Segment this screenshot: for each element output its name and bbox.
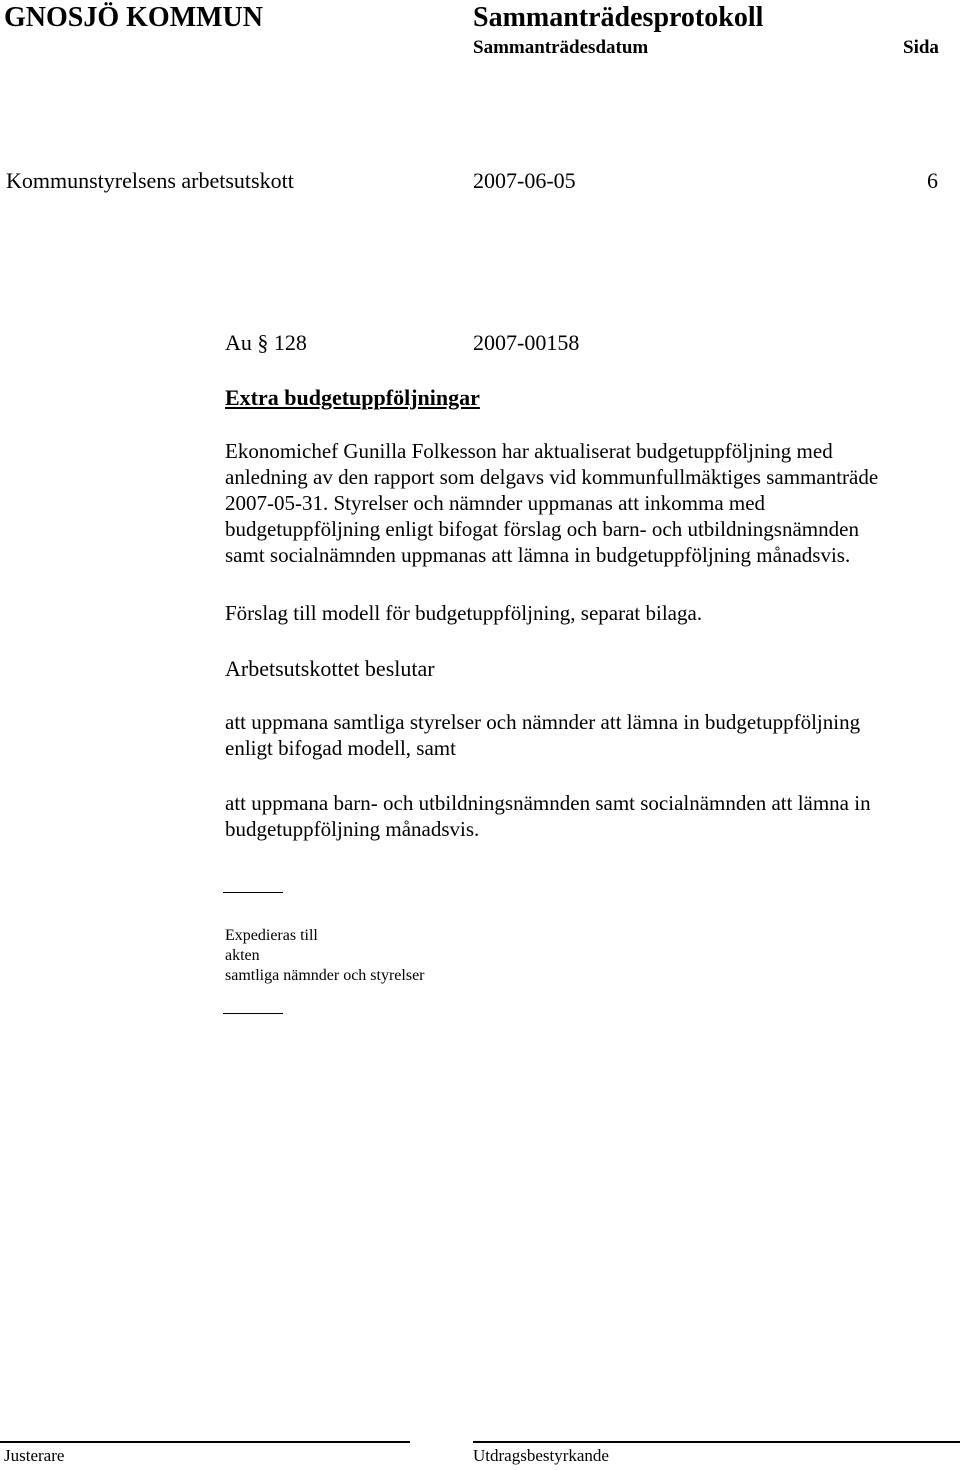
distribution-label: Expedieras till [225, 927, 318, 944]
text-line: Ekonomichef Gunilla Folkesson har aktualiserat budgetuppföljning med [225, 439, 833, 463]
meeting-body: Kommunstyrelsens arbetsutskott [6, 168, 294, 193]
item-title: Extra budgetuppföljningar [225, 385, 480, 410]
text-line: att uppmana barn- och utbildningsnämnden samt socialnämnden att lämna in [225, 791, 871, 815]
text-line: budgetuppföljning enligt bifogat förslag och barn- och utbildningsnämnden [225, 517, 859, 541]
text-line: anledning av den rapport som delgavs vid kommunfullmäktiges sammanträde [225, 465, 879, 489]
decision-2 [225, 790, 871, 842]
recipient: akten [225, 947, 260, 964]
paragraph-number: 128 [273, 330, 307, 355]
separator-line [223, 892, 283, 893]
date-label: Sammanträdesdatum [473, 37, 649, 58]
text-line: 2007-05-31. Styrelser och nämnder uppmanas att inkomma med [225, 491, 766, 515]
paragraph-prefix: Au [225, 330, 252, 355]
case-number: 2007-00158 [473, 330, 580, 355]
meeting-date: 2007-06-05 [473, 168, 576, 193]
page-number: 6 [927, 168, 938, 193]
distribution-list [225, 926, 425, 986]
footer-rule-right [473, 1441, 960, 1443]
footer-utdragsbestyrkande: Utdragsbestyrkande [473, 1446, 609, 1465]
recipient: samtliga nämnder och styrelser [225, 967, 425, 984]
item-description [225, 438, 878, 568]
separator-line [223, 1013, 283, 1014]
proposal-text: Förslag till modell för budgetuppföljning, separat bilaga. [225, 601, 703, 625]
text-line: enligt bifogad modell, samt [225, 736, 456, 760]
text-line: att uppmana samtliga styrelser och nämnder att lämna in budgetuppföljning [225, 710, 861, 734]
decision-1 [225, 709, 860, 761]
footer-rule-left [0, 1441, 410, 1443]
text-line: budgetuppföljning månadsvis. [225, 817, 480, 841]
doc-type: Sammanträdesprotokoll [473, 2, 764, 33]
section-sign: § [257, 330, 269, 355]
text-line: samt socialnämnden uppmanas att lämna in budgetuppföljning månadsvis. [225, 543, 851, 567]
decision-heading: Arbetsutskottet beslutar [225, 656, 435, 681]
footer-justerare: Justerare [4, 1446, 65, 1465]
org-name: GNOSJÖ KOMMUN [4, 2, 263, 33]
item-reference [225, 332, 307, 354]
page-label: Sida [903, 37, 939, 58]
